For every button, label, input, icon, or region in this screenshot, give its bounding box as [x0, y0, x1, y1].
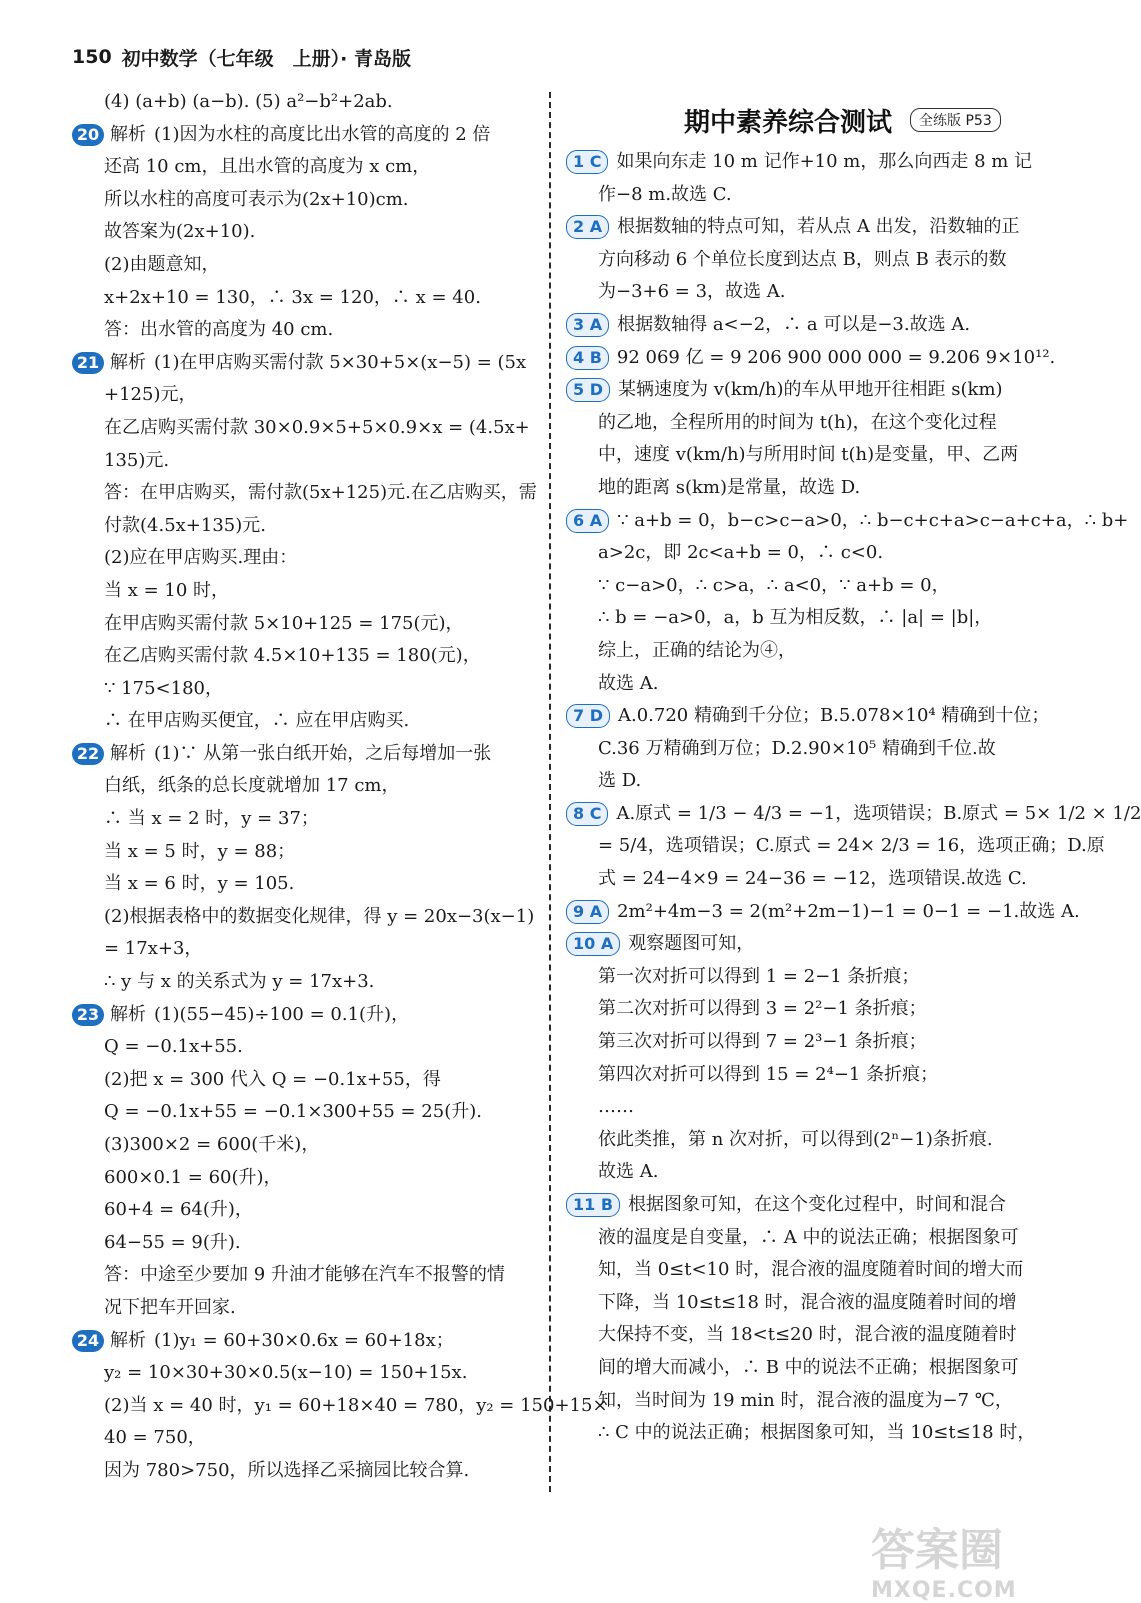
- answer-badge: 7 D: [566, 704, 610, 728]
- text-line: [72, 608, 534, 641]
- solution-text: 当 x = 5 时，y = 88；: [104, 840, 296, 862]
- solution-text: 64−55 = 9(升).: [104, 1231, 241, 1253]
- text-line: [72, 412, 534, 445]
- text-line: [566, 635, 1030, 668]
- analysis-label: 解析: [110, 123, 146, 145]
- analysis-label: 解析: [110, 1329, 146, 1351]
- solution-text: 知，当 0≤t<10 时，混合液的温度随着时间的增大而: [598, 1259, 1024, 1281]
- right-column: [566, 146, 1141, 1450]
- analysis-label: 解析: [110, 351, 146, 373]
- text-line: [72, 347, 534, 380]
- solution-text: 中，速度 v(km/h)与所用时间 t(h)是变量，甲、乙两: [598, 444, 1019, 466]
- solution-text: 答：在甲店购买，需付款(5x+125)元.在乙店购买，需: [104, 482, 537, 504]
- solution-text: 故选 A.: [598, 672, 659, 694]
- answer-badge: 2 A: [566, 215, 609, 239]
- solution-text: 白纸，纸条的总长度就增加 17 cm，: [104, 775, 400, 797]
- text-line: [72, 314, 534, 347]
- answer-badge: 4 B: [566, 346, 609, 370]
- text-line: [566, 1222, 1030, 1255]
- question-number: 22: [72, 743, 104, 765]
- solution-text: 在乙店购买需付款 30×0.9×5+5×0.9×x = (4.5x+: [104, 416, 530, 438]
- text-line: [566, 146, 1033, 179]
- text-line: [72, 575, 534, 608]
- analysis-label: 解析: [110, 742, 146, 764]
- solution-text: (3)300×2 = 600(千米)，: [104, 1134, 320, 1155]
- text-line: [566, 407, 1030, 440]
- solution-text: (1)y₁ = 60+30×0.6x = 60+18x；: [154, 1329, 454, 1351]
- solution-text: ∴ 在甲店购买便宜，∴ 应在甲店购买.: [104, 710, 410, 732]
- text-line: [72, 640, 534, 673]
- solution-text: Q = −0.1x+55 = −0.1×300+55 = 25(升).: [104, 1101, 482, 1123]
- text-line: [72, 1031, 534, 1064]
- text-line: [566, 700, 1050, 733]
- text-line: [566, 309, 1030, 342]
- text-line: [566, 1319, 1030, 1352]
- solution-text: 根据图象可知，在这个变化过程中，时间和混合: [628, 1194, 1007, 1215]
- solution-text: +125)元，: [104, 384, 197, 406]
- solution-text: 答：中途至少要加 9 升油才能够在汽车不报警的情: [104, 1264, 505, 1286]
- page-number: 150: [72, 46, 112, 68]
- text-line: [566, 798, 1141, 831]
- solution-text: ∴ y 与 x 的关系式为 y = 17x+3.: [104, 971, 375, 993]
- solution-text: 如果向东走 10 m 记作+10 m，那么向西走 8 m 记: [616, 151, 1033, 172]
- text-line: [566, 602, 1030, 635]
- solution-text: 大保持不变，当 18<t≤20 时，混合液的温度随着时: [598, 1324, 1017, 1346]
- solution-text: ∵ 175<180，: [104, 677, 223, 699]
- solution-text: 135)元.: [104, 449, 170, 471]
- text-line: [566, 1189, 1030, 1222]
- solution-text: 式 = 24−4×9 = 24−36 = −12，选项错误.故选 C.: [598, 868, 1027, 890]
- text-line: [72, 1162, 534, 1195]
- text-line: [566, 244, 1030, 277]
- solution-text: 综上，正确的结论为④，: [598, 639, 796, 661]
- solution-text: 因为 780>750，所以选择乙采摘园比较合算.: [104, 1459, 470, 1481]
- text-line: [72, 510, 534, 543]
- text-line: [566, 1385, 1030, 1418]
- text-line: [72, 999, 534, 1032]
- text-line: [566, 276, 1030, 309]
- text-line: [72, 1129, 534, 1162]
- solution-text: 观察题图可知，: [628, 933, 755, 955]
- text-line: [72, 933, 534, 966]
- text-line: [72, 738, 534, 771]
- text-line: [566, 472, 1030, 505]
- solution-text: A.原式 = 1/3 − 4/3 = −1，选项错误；B.原式 = 5× 1/2 × 1/2: [616, 802, 1141, 824]
- text-line: [72, 868, 534, 901]
- solution-text: 为−3+6 = 3，故选 A.: [598, 281, 786, 303]
- solution-text: 某辆速度为 v(km/h)的车从甲地开往相距 s(km): [617, 379, 1003, 401]
- text-line: [566, 863, 1030, 896]
- page-header: [72, 40, 411, 74]
- solution-text: (2)根据表格中的数据变化规律，得 y = 20x−3(x−1): [104, 905, 535, 927]
- question-number: 21: [72, 352, 104, 374]
- text-line: [72, 705, 534, 738]
- text-line: [72, 770, 534, 803]
- solution-text: 当 x = 6 时，y = 105.: [104, 873, 295, 895]
- watermark-url: MXQE.COM: [871, 1578, 1017, 1603]
- text-line: [566, 1254, 1030, 1287]
- solution-text: (1)在甲店购买需付款 5×30+5×(x−5) = (5x: [154, 351, 527, 373]
- solution-text: 间的增大而减小，∴ B 中的说法不正确；根据图象可: [598, 1356, 1019, 1378]
- solution-text: 第四次对折可以得到 15 = 2⁴−1 条折痕；: [598, 1063, 939, 1085]
- text-line: [566, 537, 1030, 570]
- solution-text: 故答案为(2x+10).: [104, 221, 256, 243]
- solution-text: 第三次对折可以得到 7 = 2³−1 条折痕；: [598, 1031, 927, 1053]
- solution-text: 第二次对折可以得到 3 = 2²−1 条折痕；: [598, 998, 927, 1020]
- solution-text: 故选 A.: [598, 1161, 659, 1183]
- text-line: [72, 901, 534, 934]
- solution-text: A.0.720 精确到千分位；B.5.078×10⁴ 精确到十位；: [617, 705, 1050, 727]
- answer-badge: 6 A: [566, 509, 609, 533]
- solution-text: 600×0.1 = 60(升)，: [104, 1166, 282, 1188]
- text-line: [72, 966, 534, 999]
- text-line: [72, 216, 534, 249]
- solution-text: 40 = 750，: [104, 1427, 206, 1449]
- text-line: [566, 1026, 1030, 1059]
- text-line: [566, 961, 1030, 994]
- question-number: 23: [72, 1004, 104, 1026]
- solution-text: = 5/4，选项错误；C.原式 = 24× 2/3 = 16，选项正确；D.原: [598, 835, 1105, 857]
- solution-text: 当 x = 10 时，: [104, 579, 230, 601]
- text-line: [72, 1292, 534, 1325]
- solution-text: (1)因为水柱的高度比出水管的高度的 2 倍: [154, 123, 491, 145]
- solution-text: ∴ 当 x = 2 时，y = 37；: [104, 808, 319, 830]
- book-title: 初中数学（七年级 上册）· 青岛版: [121, 47, 412, 70]
- solution-text: 方向移动 6 个单位长度到达点 B，则点 B 表示的数: [598, 248, 1007, 270]
- answer-badge: 1 C: [566, 150, 608, 174]
- text-line: [566, 733, 1030, 766]
- solution-text: 在甲店购买需付款 5×10+125 = 175(元)，: [104, 612, 464, 634]
- solution-text: 根据数轴得 a<−2，∴ a 可以是−3.故选 A.: [617, 313, 971, 335]
- section-header: [684, 100, 1034, 140]
- solution-text: 作−8 m.故选 C.: [598, 183, 732, 205]
- solution-text: ∴ C 中的说法正确；根据图象可知，当 10≤t≤18 时，: [598, 1422, 1036, 1444]
- text-line: [72, 86, 534, 119]
- solution-text: 所以水柱的高度可表示为(2x+10)cm.: [104, 188, 409, 210]
- text-line: [72, 1455, 534, 1488]
- text-line: [72, 379, 534, 412]
- watermark: [871, 1514, 1061, 1603]
- text-line: [566, 342, 1056, 375]
- text-line: [72, 836, 534, 869]
- text-line: [72, 1194, 534, 1227]
- text-line: [566, 439, 1030, 472]
- text-line: [566, 179, 1030, 212]
- solution-text: (1)(55−45)÷100 = 0.1(升)，: [154, 1003, 410, 1025]
- answer-badge: 10 A: [566, 932, 620, 956]
- text-line: [566, 765, 1030, 798]
- solution-text: ∵ a+b = 0，b−c>c−a>0，∴ b−c+c+a>c−a+c+a，∴ b+: [617, 509, 1129, 531]
- text-line: [566, 1091, 1030, 1124]
- text-line: [72, 803, 534, 836]
- text-line: [72, 119, 534, 152]
- text-line: [72, 542, 534, 575]
- solution-text: 选 D.: [598, 770, 642, 792]
- solution-text: 付款(4.5x+135)元.: [104, 514, 266, 536]
- text-line: [566, 505, 1129, 538]
- solution-text: 地的距离 s(km)是常量，故选 D.: [598, 476, 861, 498]
- answer-badge: 8 C: [566, 802, 608, 826]
- text-line: [72, 445, 534, 478]
- solution-text: 液的温度是自变量，∴ A 中的说法正确；根据图象可: [598, 1226, 1019, 1248]
- solution-text: C.36 万精确到万位；D.2.90×10⁵ 精确到千位.故: [598, 737, 996, 759]
- text-line: [566, 570, 1030, 603]
- solution-text: 答：出水管的高度为 40 cm.: [104, 319, 334, 341]
- solution-text: 况下把车开回家.: [104, 1296, 236, 1318]
- solution-text: 第一次对折可以得到 1 = 2−1 条折痕；: [598, 965, 920, 987]
- text-line: [72, 477, 537, 510]
- text-line: [566, 1287, 1030, 1320]
- solution-text: 根据数轴的特点可知，若从点 A 出发，沿数轴的正: [617, 216, 1020, 238]
- solution-text: ∵ c−a>0，∴ c>a，∴ a<0，∵ a+b = 0，: [598, 574, 950, 596]
- text-line: [566, 211, 1030, 244]
- text-line: [566, 1156, 1030, 1189]
- text-line: [72, 1096, 534, 1129]
- solution-text: (2)由题意知，: [104, 253, 220, 275]
- text-line: [72, 1390, 608, 1423]
- text-line: [72, 151, 534, 184]
- answer-badge: 5 D: [566, 378, 610, 402]
- text-line: [566, 928, 1030, 961]
- text-line: [72, 1064, 534, 1097]
- watermark-logo-text: 答案圈: [871, 1525, 1003, 1576]
- answer-badge: 3 A: [566, 313, 609, 337]
- text-line: [566, 668, 1030, 701]
- text-line: [566, 830, 1105, 863]
- solution-text: x+2x+10 = 130，∴ 3x = 120，∴ x = 40.: [104, 286, 481, 308]
- solution-text: (2)当 x = 40 时，y₁ = 60+18×40 = 780，y₂ = 150+15×: [104, 1394, 608, 1416]
- question-number: 24: [72, 1330, 104, 1352]
- solution-text: 还高 10 cm，且出水管的高度为 x cm，: [104, 156, 431, 178]
- solution-text: 知，当时间为 19 min 时，混合液的温度为−7 ℃，: [598, 1389, 1013, 1411]
- text-line: [566, 1352, 1030, 1385]
- text-line: [566, 1417, 1036, 1450]
- text-line: [72, 1357, 534, 1390]
- solution-text: 的乙地，全程所用的时间为 t(h)，在这个变化过程: [598, 411, 997, 433]
- text-line: [72, 282, 534, 315]
- solution-text: (2)把 x = 300 代入 Q = −0.1x+55，得: [104, 1068, 441, 1090]
- solution-text: 依此类推，第 n 次对折，可以得到(2ⁿ−1)条折痕.: [598, 1128, 993, 1150]
- solution-text: a>2c，即 2c<a+b = 0，∴ c<0.: [598, 542, 884, 564]
- solution-text: (2)应在甲店购买.理由：: [104, 547, 298, 569]
- solution-text: 60+4 = 64(升)，: [104, 1199, 253, 1221]
- solution-text: (4) (a+b) (a−b). (5) a²−b²+2ab.: [104, 91, 393, 112]
- text-line: [566, 374, 1030, 407]
- reference-badge: 全练版 P53: [910, 108, 1001, 132]
- text-line: [72, 184, 534, 217]
- solution-text: ……: [598, 1096, 634, 1118]
- solution-text: (1)∵ 从第一张白纸开始，之后每增加一张: [154, 742, 492, 764]
- text-line: [72, 249, 534, 282]
- solution-text: Q = −0.1x+55.: [104, 1036, 243, 1058]
- solution-text: 下降，当 10≤t≤18 时，混合液的温度随着时间的增: [598, 1291, 1017, 1313]
- solution-text: 92 069 亿 = 9 206 900 000 000 = 9.206 9×10¹².: [616, 346, 1056, 368]
- text-line: [72, 1227, 534, 1260]
- solution-text: 2m²+4m−3 = 2(m²+2m−1)−1 = 0−1 = −1.故选 A.: [617, 900, 1080, 922]
- answer-badge: 9 A: [566, 900, 609, 924]
- solution-text: y₂ = 10×30+30×0.5(x−10) = 150+15x.: [104, 1362, 468, 1384]
- solution-text: ∴ b = −a>0，a，b 互为相反数，∴ |a| = |b|，: [598, 607, 993, 629]
- solution-text: 在乙店购买需付款 4.5×10+135 = 180(元)，: [104, 645, 481, 667]
- question-number: 20: [72, 124, 104, 146]
- solution-text: = 17x+3，: [104, 938, 203, 960]
- text-line: [566, 993, 1030, 1026]
- text-line: [72, 673, 534, 706]
- column-divider: [549, 92, 551, 1492]
- section-title: 期中素养综合测试: [684, 107, 893, 138]
- text-line: [566, 896, 1080, 929]
- text-line: [566, 1059, 1030, 1092]
- text-line: [72, 1422, 534, 1455]
- text-line: [72, 1325, 534, 1358]
- text-line: [72, 1259, 534, 1292]
- text-line: [566, 1124, 1030, 1157]
- analysis-label: 解析: [110, 1003, 146, 1025]
- answer-badge: 11 B: [566, 1193, 620, 1217]
